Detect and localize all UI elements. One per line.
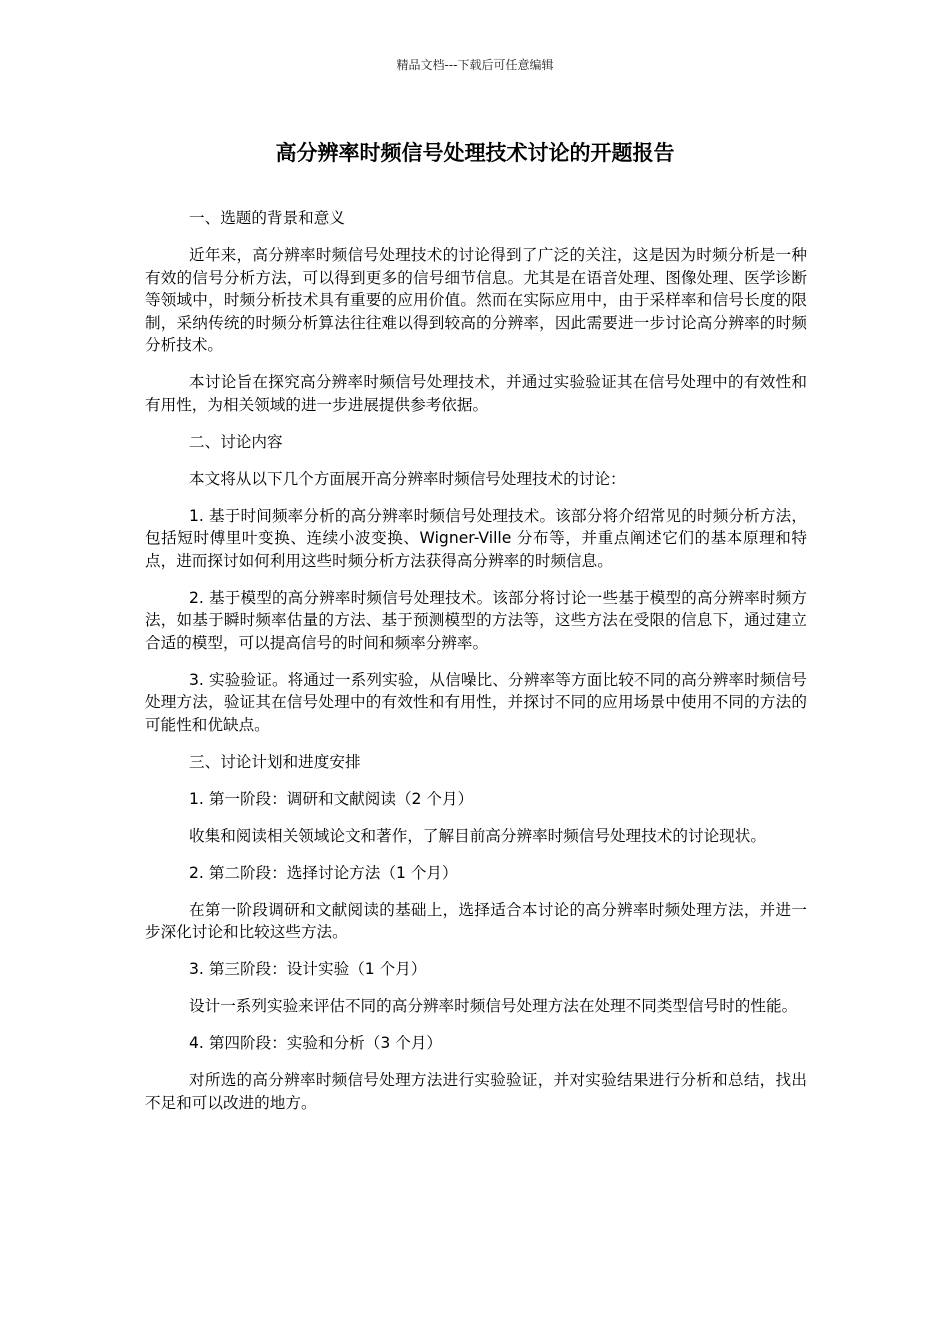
stage-heading: 2. 第二阶段：选择讨论方法（1 个月）	[189, 863, 458, 882]
document-title: 高分辨率时频信号处理技术讨论的开题报告	[275, 141, 675, 165]
paragraph: 在第一阶段调研和文献阅读的基础上，选择适合本讨论的高分辨率时频处理方法，并进一步深化讨论和比较这些方法。	[145, 900, 807, 941]
page-header-note: 精品文档---下载后可任意编辑	[396, 58, 554, 72]
stage-heading: 4. 第四阶段：实验和分析（3 个月）	[189, 1034, 443, 1052]
paragraph: 本文将从以下几个方面展开高分辨率时频信号处理技术的讨论：	[189, 469, 626, 488]
list-item: 2. 基于模型的高分辨率时频信号处理技术。该部分将讨论一些基于模型的高分辨率时频方法，如基于瞬时频率估量的方法、基于预测模型的方法等，这些方法在受限的信息下，通过建立合适的模型，可以提高信号的时间和频率分辨率。	[145, 588, 807, 652]
document-body	[145, 207, 807, 1129]
stage-heading: 1. 第一阶段：调研和文献阅读（2 个月）	[189, 789, 474, 808]
section-heading-background: 一、选题的背景和意义	[189, 209, 345, 227]
section-heading-plan: 三、讨论计划和进度安排	[189, 752, 361, 771]
list-item: 3. 实验验证。将通过一系列实验，从信噪比、分辨率等方面比较不同的高分辨率时频信号处理方法，验证其在信号处理中的有效性和有用性，并探讨不同的应用场景中使用不同的方法的可能性和优缺点。	[145, 670, 807, 734]
paragraph: 设计一系列实验来评估不同的高分辨率时频信号处理方法在处理不同类型信号时的性能。	[189, 997, 798, 1015]
paragraph: 对所选的高分辨率时频信号处理方法进行实验验证，并对实验结果进行分析和总结，找出不足和可以改进的地方。	[145, 1071, 807, 1112]
paragraph: 近年来，高分辨率时频信号处理技术的讨论得到了广泛的关注，这是因为时频分析是一种有效的信号分析方法，可以得到更多的信号细节信息。尤其是在语音处理、图像处理、医学诊断等领域中，时频分析技术具有重要的应用价值。然而在实际应用中，由于采样率和信号长度的限制，采纳传统的时频分析算法往往难以得到较高的分辨率，因此需要进一步讨论高分辨率的时频分析技术。	[145, 246, 807, 354]
paragraph: 本讨论旨在探究高分辨率时频信号处理技术，并通过实验验证其在信号处理中的有效性和有用性，为相关领域的进一步进展提供参考依据。	[145, 373, 807, 414]
section-heading-content: 二、讨论内容	[189, 432, 283, 451]
paragraph: 收集和阅读相关领域论文和著作，了解目前高分辨率时频信号处理技术的讨论现状。	[189, 826, 766, 845]
list-item: 1. 基于时间频率分析的高分辨率时频信号处理技术。该部分将介绍常见的时频分析方法，包括短时傅里叶变换、连续小波变换、Wigner-Ville 分布等，并重点阐述它们的基本原理和特点，进而探讨如何利用这些时频分析方法获得高分辨率的时频信息。	[145, 506, 807, 570]
stage-heading: 3. 第三阶段：设计实验（1 个月）	[189, 960, 427, 978]
